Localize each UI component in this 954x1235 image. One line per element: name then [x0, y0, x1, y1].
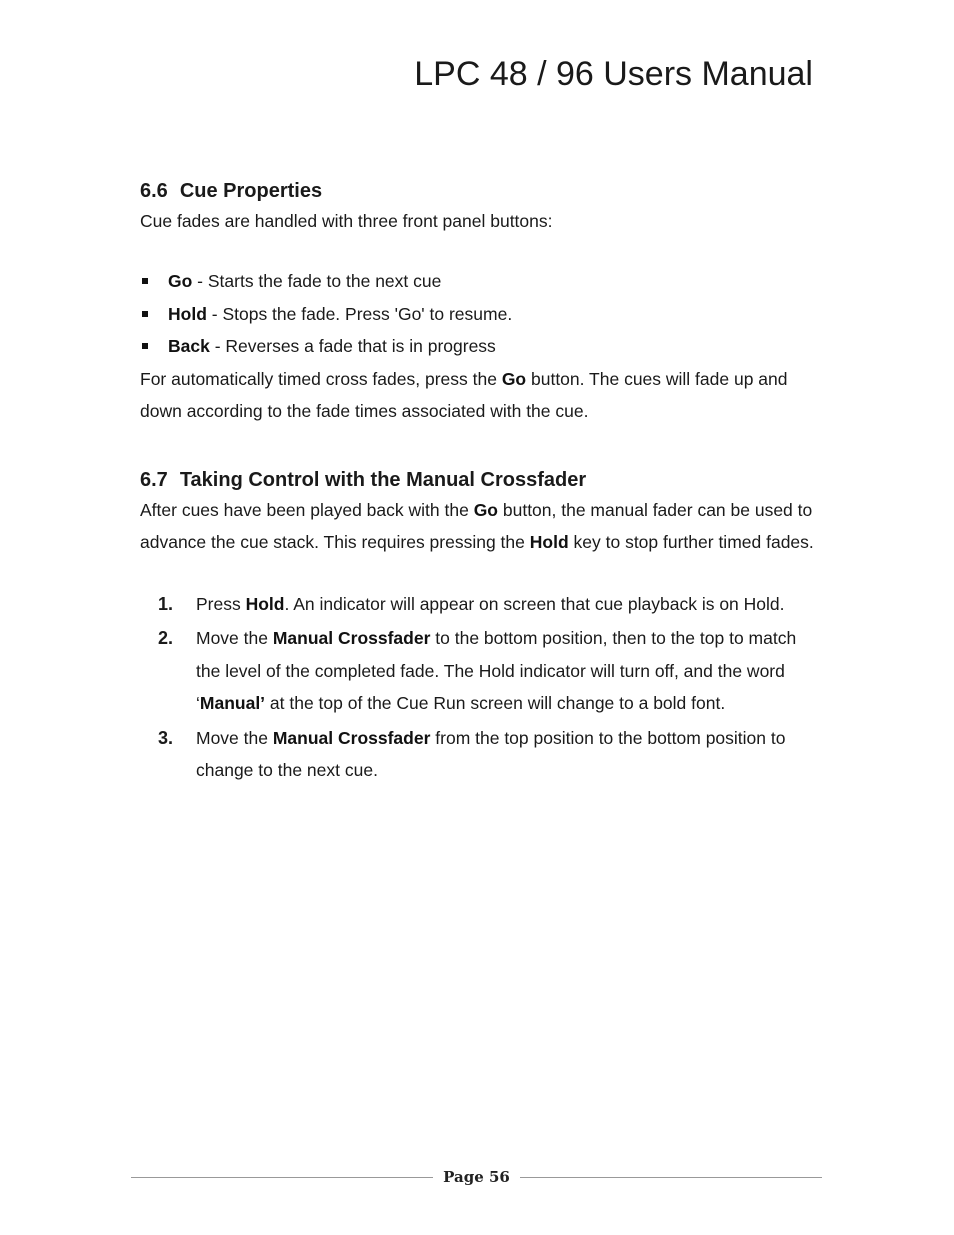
page-number: Page 56 — [443, 1168, 510, 1186]
button-list — [140, 265, 820, 363]
text-run: Move the — [196, 628, 273, 648]
text-run: . An indicator will appear on screen that cue playback is on Hold. — [284, 593, 785, 614]
list-item — [140, 588, 820, 621]
section-number: 6.7 — [140, 468, 168, 491]
text-run: from the top position to the bottom position to change to the next cue. — [196, 727, 786, 780]
term: Go — [168, 271, 193, 291]
text-run: After cues have been played back with the — [140, 499, 474, 520]
list-item — [140, 722, 820, 787]
step-number: 2. — [158, 628, 174, 648]
text-run: button. The cues will fade up and down according to the fade times associated with the cue. — [140, 368, 788, 421]
bold-run: Go — [473, 499, 498, 520]
step-number: 1. — [158, 593, 174, 614]
text-run: at the top of the Cue Run screen will change to a bold font. — [265, 693, 726, 713]
section-heading-6-6 — [140, 180, 820, 203]
description: - Starts the fade to the next cue — [192, 271, 442, 291]
list-item — [140, 622, 820, 720]
paragraph — [140, 363, 820, 427]
list-item — [140, 298, 820, 331]
paragraph — [140, 494, 820, 558]
term: Hold — [168, 303, 207, 324]
bold-run: Manual Crossfader — [272, 727, 431, 748]
steps-list — [140, 588, 820, 787]
term: Back — [168, 336, 210, 356]
section-title: Taking Control with the Manual Crossfader — [179, 468, 587, 491]
footer-rule — [520, 1177, 822, 1178]
list-item — [140, 265, 820, 298]
list-item — [140, 330, 820, 363]
bold-run: Hold — [529, 531, 569, 552]
page-content — [140, 180, 820, 787]
text-run: to the bottom position, then to the top to match the level of the completed fade. The Hold indicator will turn off, and the word ‘ — [196, 628, 797, 713]
text-run: button, the manual fader can be used to advance the cue stack. This requires pressing the — [140, 499, 813, 552]
section-intro: Cue fades are handled with three front panel buttons: — [140, 211, 553, 231]
description: - Reverses a fade that is in progress — [209, 336, 496, 356]
page-footer — [131, 1168, 822, 1186]
document-title: LPC 48 / 96 Users Manual — [414, 55, 813, 93]
square-bullet-icon — [142, 343, 148, 349]
bold-run: Manual Crossfader — [272, 628, 431, 648]
section-heading-6-7 — [140, 469, 820, 492]
footer-rule — [131, 1177, 433, 1178]
description: - Stops the fade. Press 'Go' to resume. — [206, 303, 513, 324]
text-run: Press — [196, 593, 246, 614]
text-run: key to stop further timed fades. — [568, 531, 814, 552]
bold-run: Hold — [245, 593, 285, 614]
text-run: For automatically timed cross fades, press the — [140, 368, 502, 389]
step-number: 3. — [158, 727, 174, 748]
bold-run: Manual’ — [199, 693, 266, 713]
square-bullet-icon — [142, 311, 148, 317]
square-bullet-icon — [142, 278, 148, 284]
section-number: 6.6 — [140, 180, 168, 202]
section-title: Cue Properties — [179, 180, 323, 202]
bold-run: Go — [501, 368, 527, 389]
text-run: Move the — [196, 727, 273, 748]
